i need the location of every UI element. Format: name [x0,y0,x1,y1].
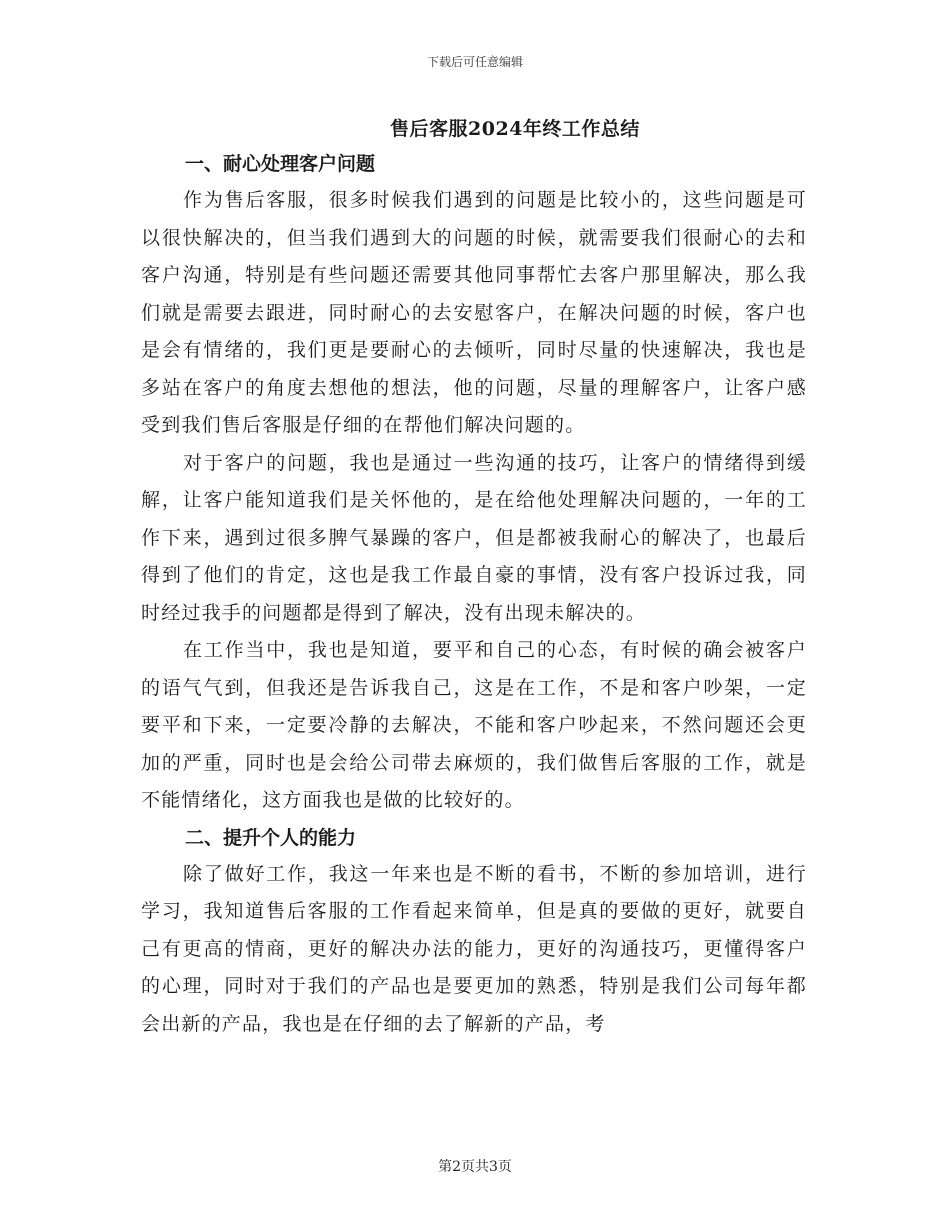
section-heading-2: 二、提升个人的能力 [185,826,357,849]
document-body [141,146,807,1043]
page-number-footer: 第2页共3页 [438,1159,512,1175]
section-heading-1: 一、耐心处理客户问题 [185,153,376,175]
header-note: 下载后可任意编辑 [426,55,523,69]
paragraph: 对于客户的问题，我也是通过一些沟通的技巧，让客户的情绪得到缓解，让客户能知道我们是关怀他的，是在给他处理解决问题的，一年的工作下来，遇到过很多脾气暴躁的客户，但是都被我耐心的解决了，也最后得到了他们的肯定，这也是我工作最自豪的事情，没有客户投诉过我，同时经过我手的问题都是得到了解决，没有出现未解决的。 [141,451,807,624]
paragraph: 在工作当中，我也是知道，要平和自己的心态，有时候的确会被客户的语气气到，但我还是告诉我自己，这是在工作，不是和客户吵架，一定要平和下来，一定要冷静的去解决，不能和客户吵起来，不然问题还会更加的严重，同时也是会给公司带去麻烦的，我们做售后客服的工作，就是不能情绪化，这方面我也是做的比较好的。 [141,639,807,811]
paragraph: 除了做好工作，我这一年来也是不断的看书，不断的参加培训，进行学习，我知道售后客服的工作看起来简单，但是真的要做的更好，就要自己有更高的情商，更好的解决办法的能力，更好的沟通技巧，更懂得客户的心理，同时对于我们的产品也是要更加的熟悉，特别是我们公司每年都会出新的产品，我也是在仔细的去了解新的产品，考 [141,862,807,1035]
paragraph: 作为售后客服，很多时候我们遇到的问题是比较小的，这些问题是可以很快解决的，但当我们遇到大的问题的时候，就需要我们很耐心的去和客户沟通，特别是有些问题还需要其他同事帮忙去客户那里解决，那么我们就是需要去跟进，同时耐心的去安慰客户，在解决问题的时候，客户也是会有情绪的，我们更是要耐心的去倾听，同时尽量的快速解决，我也是多站在客户的角度去想他的想法，他的问题，尽量的理解客户，让客户感受到我们售后客服是仔细的在帮他们解决问题的。 [141,189,807,436]
document-title: 售后客服2024年终工作总结 [390,118,640,140]
